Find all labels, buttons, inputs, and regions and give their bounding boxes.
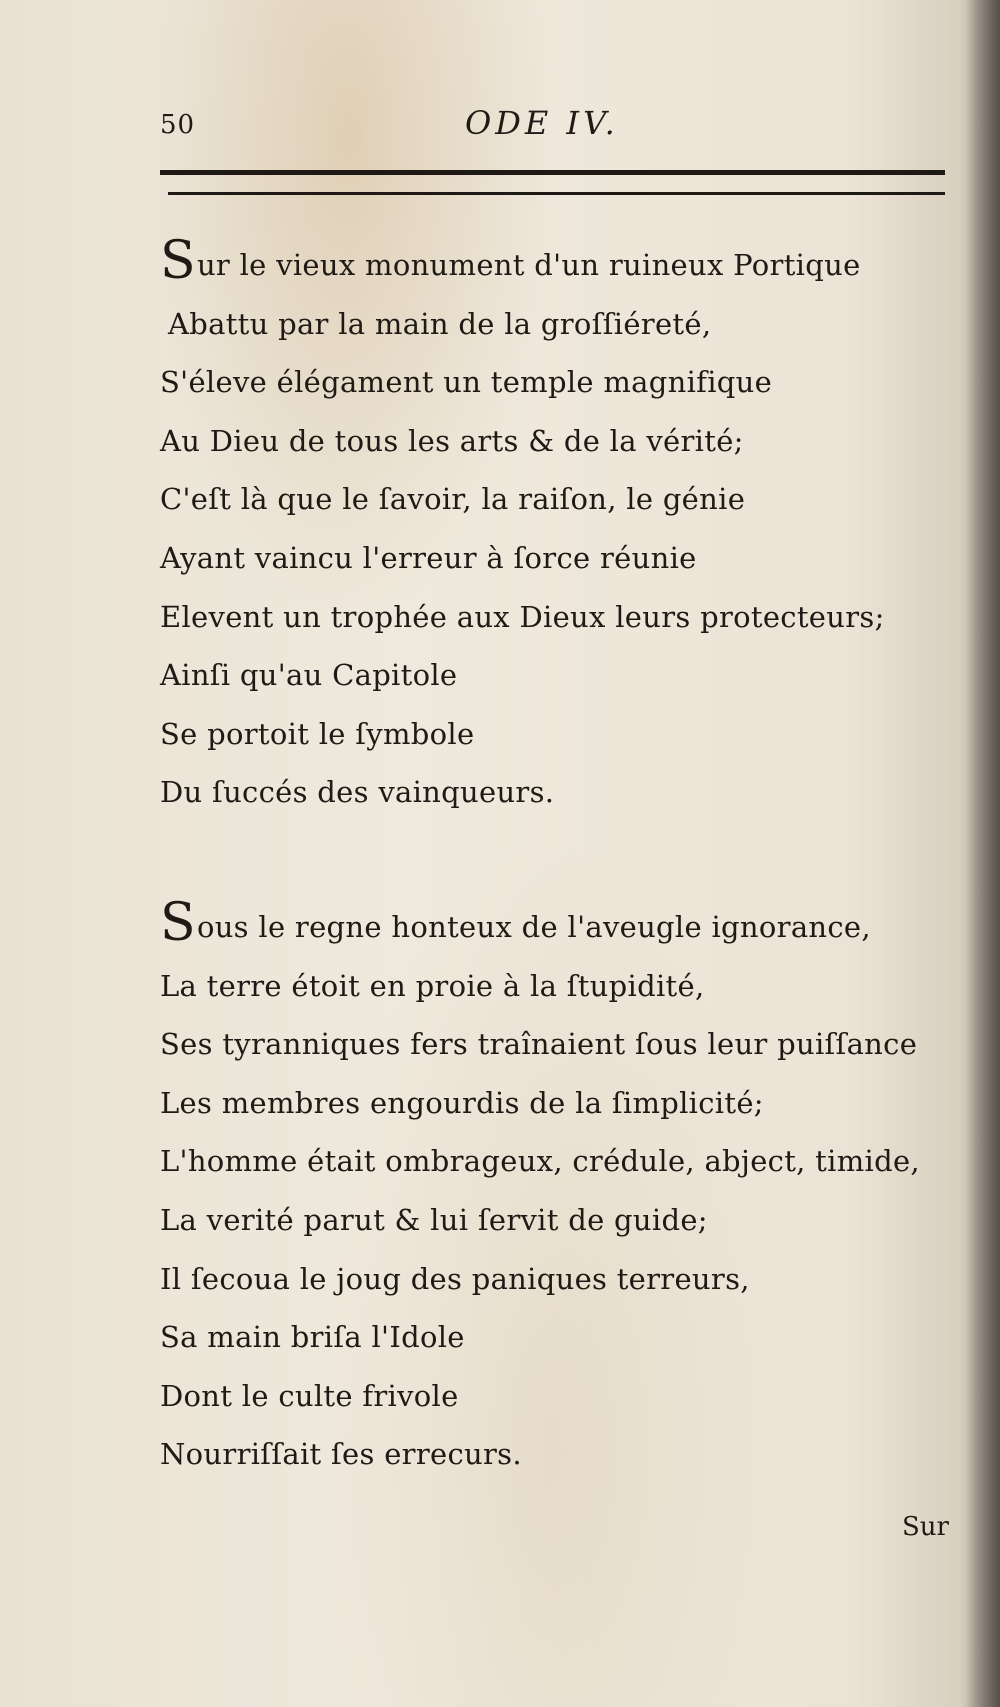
verse-line: Ses tyranniques fers traînaient ſous leur puiſſance	[160, 1027, 918, 1062]
verse-line: S'éleve élégament un temple magnifique	[160, 365, 773, 400]
verse-text: ur le vieux monument d'un ruineux Portique	[196, 248, 861, 282]
verse-line: Elevent un trophée aux Dieux leurs protecteurs;	[160, 599, 885, 634]
verse-line: Abattu par la main de la groſſiéreté,	[168, 306, 712, 341]
verse-line: Au Dieu de tous les arts & de la vérité;	[160, 423, 744, 458]
drop-cap: S	[160, 893, 196, 953]
verse-line: L'homme était ombrageux, crédule, abject, timide,	[160, 1144, 920, 1179]
page-number: 50	[160, 110, 196, 140]
verse-line: Les membres engourdis de la ſimplicité;	[160, 1085, 764, 1120]
verse-line: Ayant vaincu l'erreur à ſorce réunie	[160, 540, 697, 575]
stanza-2	[160, 893, 960, 1484]
verse-line: La terre étoit en proie à la ſtupidité,	[160, 968, 705, 1003]
verse-line: Nourriſſait ſes errecurs.	[160, 1437, 522, 1472]
verse-line: Sa main briſa l'Idole	[160, 1320, 465, 1355]
header-rule-thick	[160, 170, 945, 175]
page-gutter-shadow	[966, 0, 1000, 1707]
catchword: Sur	[902, 1512, 949, 1542]
verse-line	[160, 231, 960, 295]
verse-line: Ainſi qu'au Capitole	[160, 658, 458, 693]
verse-line: Il ſecoua le joug des paniques terreurs,	[160, 1261, 750, 1296]
verse-text: ous le regne honteux de l'aveugle ignorance,	[196, 910, 871, 944]
verse-line: Du ſuccés des vainqueurs.	[160, 775, 555, 810]
drop-cap: S	[160, 231, 196, 291]
stanza-1	[160, 231, 960, 822]
verse-line: La verité parut & lui ſervit de guide;	[160, 1202, 708, 1237]
running-title: ODE IV.	[465, 104, 619, 142]
verse-line	[160, 893, 960, 957]
page-header	[155, 102, 945, 152]
verse-line: Se portoit le ſymbole	[160, 716, 475, 751]
verse-line: Dont le culte frivole	[160, 1378, 459, 1413]
verse-line: C'eſt là que le ſavoir, la raiſon, le génie	[160, 482, 746, 517]
header-rule-thin	[168, 192, 945, 195]
